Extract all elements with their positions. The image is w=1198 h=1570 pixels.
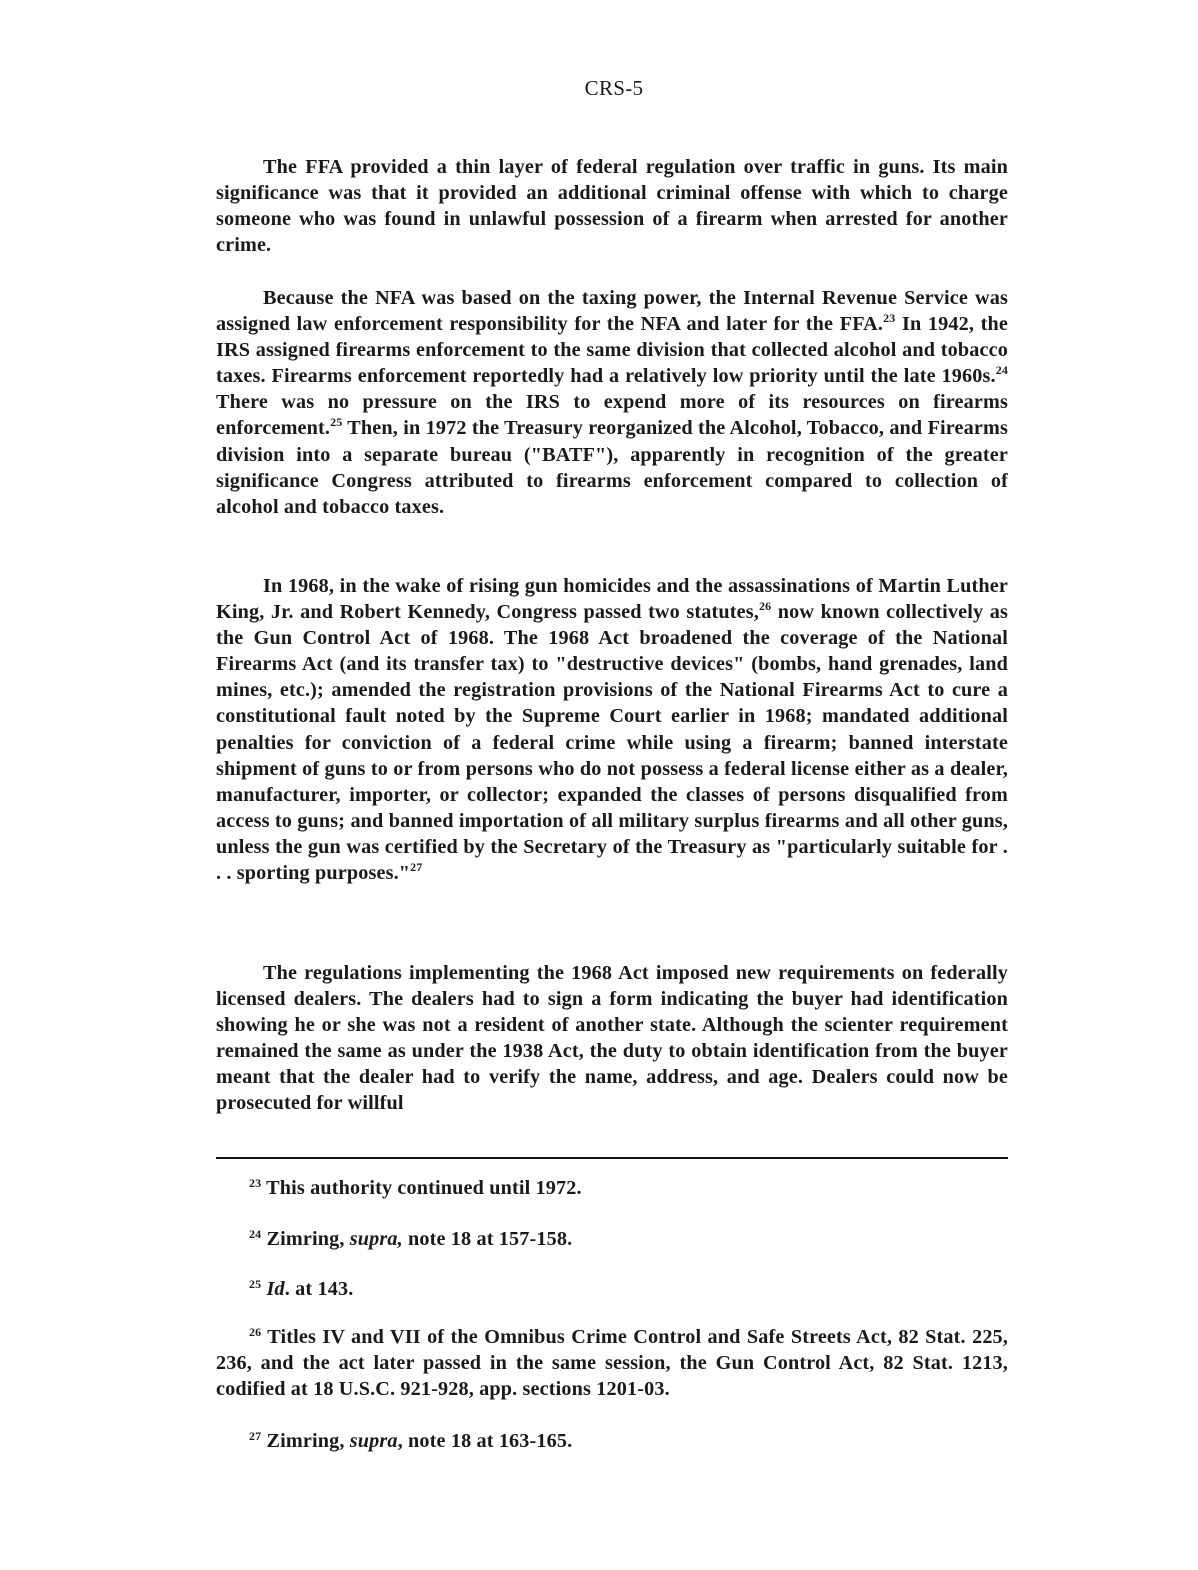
footnote-text: . at 143.	[284, 1278, 354, 1300]
text-run: now known collectively as the Gun Control Act of 1968. The 1968 Act broadened the coverage of the National Firearms Act (and its transfer tax) to "destructive devices" (bombs, hand grenades, land mines, etc.); amended the registration provisions of the National Firearms Act to cure a constitutional fault noted by the Supreme Court earlier in 1968; mandated additional penalties for conviction of a federal crime while using a firearm; banned interstate shipment of guns to or from persons who do not possess a federal license either as a dealer, manufacturer, importer, or collector; expanded the classes of persons disqualified from access to guns; and banned importation of all military surplus firearms and all other guns, unless the gun was certified by the Secretary of the Treasury as "particularly suitable for . . . sporting purposes."	[216, 601, 1008, 885]
footnote-italic: Id	[266, 1278, 285, 1300]
page-header: CRS-5	[584, 76, 644, 100]
footnote-text: note 18 at 157-158.	[402, 1228, 573, 1250]
footnote-ref-23[interactable]: 23	[883, 311, 896, 326]
footnote-25	[216, 1276, 1008, 1302]
footnote-italic: supra	[349, 1430, 398, 1452]
footnote-ref-27[interactable]: 27	[410, 860, 423, 875]
paragraph-2	[216, 285, 1008, 520]
footnote-ref-24[interactable]: 24	[995, 363, 1008, 378]
footnote-26	[216, 1324, 1008, 1402]
text-run: Because the NFA was based on the taxing power, the Internal Revenue Service was assigned law enforcement responsibility for the NFA and later for the FFA.	[216, 287, 1008, 336]
footnote-separator	[216, 1157, 1008, 1159]
footnote-number: 26	[249, 1325, 262, 1339]
paragraph-4	[216, 960, 1008, 1117]
text-run: There was no pressure on the IRS to expend more of its resources on firearms enforcement.	[216, 391, 1008, 440]
footnote-27	[216, 1428, 1008, 1454]
footnote-text: Zimring,	[261, 1228, 350, 1250]
footnote-23	[216, 1175, 1008, 1201]
text-run: In 1968, in the wake of rising gun homicides and the assassinations of Martin Luther King, Jr. and Robert Kennedy, Congress passed two statutes,	[216, 575, 1008, 624]
footnote-text: Titles IV and VII of the Omnibus Crime Control and Safe Streets Act, 82 Stat. 225, 236, and the act later passed in the same session, the Gun Control Act, 82 Stat. 1213, codified at 18 U.S.C. 921-928, app. sections 1201-03.	[216, 1326, 1008, 1400]
text-run: Then, in 1972 the Treasury reorganized the Alcohol, Tobacco, and Firearms division into a separate bureau ("BATF"), apparently in recognition of the greater significance Congress attributed to firearms enforcement compared to collection of alcohol and tobacco taxes.	[216, 417, 1008, 518]
paragraph-text	[216, 154, 1008, 258]
footnote-number: 25	[249, 1277, 262, 1291]
paragraph-text	[216, 285, 1008, 520]
paragraph-1	[216, 154, 1008, 258]
footnote-text: , note 18 at 163-165.	[397, 1430, 573, 1452]
footnote-ref-26[interactable]: 26	[758, 599, 772, 614]
text-run: In 1942, the IRS assigned firearms enforcement to the same division that collected alcohol and tobacco taxes. Firearms enforcement reportedly had a relatively low priority until the late 1960s.	[216, 313, 1008, 388]
footnote-24	[216, 1226, 1008, 1252]
footnote-text: This authority continued until 1972.	[261, 1177, 582, 1199]
footnote-number: 27	[249, 1429, 262, 1443]
footnote-number: 23	[249, 1176, 262, 1190]
text-run: The regulations implementing the 1968 Act imposed new requirements on federally licensed dealers. The dealers had to sign a form indicating the buyer had identification showing he or she was not a resident of another state. Although the scienter requirement remained the same as under the 1938 Act, the duty to obtain identification from the buyer meant that the dealer had to verify the name, address, and age. Dealers could now be prosecuted for willful	[216, 962, 1008, 1115]
footnote-italic: supra,	[349, 1228, 403, 1250]
paragraph-text	[216, 960, 1008, 1117]
footnote-number: 24	[249, 1227, 262, 1241]
paragraph-text	[216, 573, 1008, 886]
paragraph-3	[216, 573, 1008, 886]
footnote-text: Zimring,	[261, 1430, 350, 1452]
text-run: The FFA provided a thin layer of federal regulation over traffic in guns. Its main significance was that it provided an additional criminal offense with which to charge someone who was found in unlawful possession of a firearm when arrested for another crime.	[216, 156, 1008, 257]
footnote-ref-25[interactable]: 25	[330, 415, 343, 430]
